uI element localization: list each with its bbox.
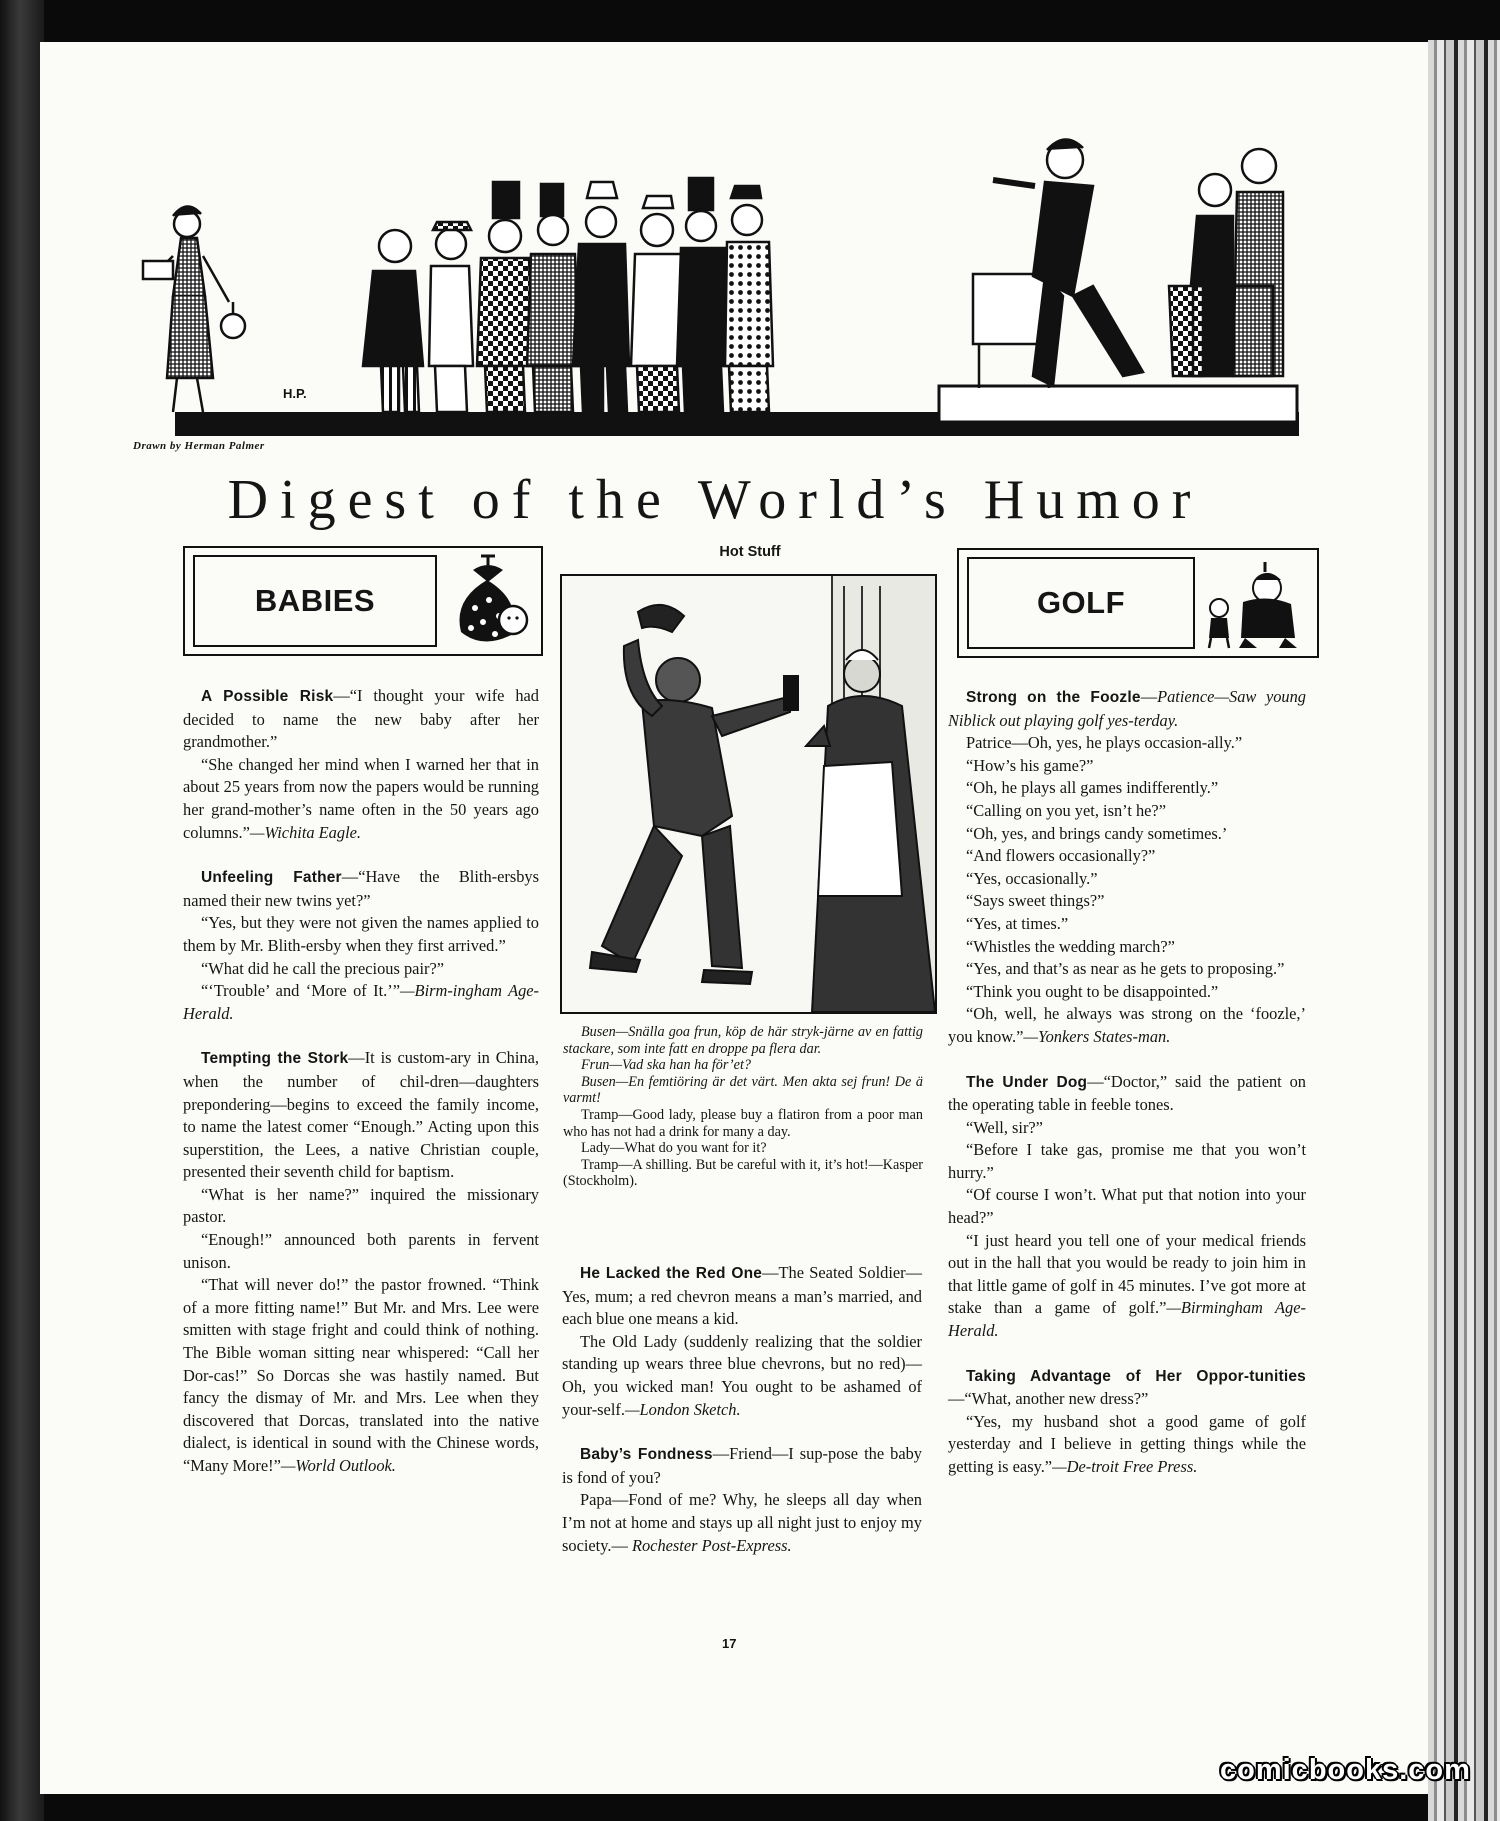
page-title: Digest of the World’s Humor bbox=[227, 469, 1203, 531]
illustration-signature: Fr. Lindt bbox=[862, 996, 894, 1006]
article-strong-on-the-foozle: Strong on the Foozle—Patience—Saw young Niblick out playing golf yes-terday. bbox=[948, 687, 1307, 730]
scan-edge-left bbox=[0, 0, 44, 1821]
middle-column: He Lacked the Red One—The Seated Soldier—Yes, mum; a red chevron means a man’s married, and each blue one means a kid. The Old Lady (suddenly realizing that the soldier standing up wears three blue chevrons, but no red)—Oh, you wicked man! You ought to be ashamed of your-self.—London Sketch. Baby’s Fondness—Friend—I sup-pose the baby is fond of you? Papa—Fond of me? Why, he sleeps all day when I’m not at home and stays up all night just to enjoy my society.— Rochester Post-Express. bbox=[562, 1263, 922, 1555]
article-babys-fondness: Baby’s Fondness—Friend—I sup-pose the baby is fond of you? bbox=[562, 1444, 922, 1487]
article-source: —Birm-ingham Age-Herald. bbox=[183, 981, 540, 1023]
hot-stuff-illustration bbox=[560, 574, 937, 1014]
article-he-lacked-the-red-one: He Lacked the Red One—The Seated Soldier—Yes, mum; a red chevron means a man’s married, and each blue one means a kid. bbox=[562, 1263, 922, 1329]
golf-header-box bbox=[957, 548, 1319, 658]
article-source: —Yonkers States-man. bbox=[1023, 1026, 1171, 1046]
article-source: Rochester Post-Express. bbox=[631, 1535, 792, 1555]
site-watermark: comicbooks.com bbox=[1220, 1754, 1471, 1786]
illustration-credit: Drawn by Herman Palmer bbox=[133, 440, 265, 452]
babies-column: A Possible Risk—“I thought your wife had decided to name the new baby after her grandmother.” “She changed her mind when I warned her that in about 25 years from now the papers would be running her grand-mother’s name often in the 50 years ago columns.”—Wichita Eagle. Unfeeling Father—“Have the Blith-ersbys named their new twins yet?” “Yes, but they were not given the names applied to them by Mr. Blith-ersby when they first arrived.” “What did he call the precious pair?” “‘Trouble’ and ‘More of It.’”—Birm-ingham Age-Herald. Tempting the Stork—It is custom-ary in China, when the number of chil-dren—daughters prepondering—begins to exceed the family income, to name the latest comer “Enough.” Acting upon this superstition, the Lees, a native Christian couple, presented their seventh child for baptism. “What is her name?” inquired the missionary pastor. “Enough!” announced both parents in fervent unison. “That will never do!” the pastor frowned. “Think of a more fitting name!” But Mr. and Mrs. Lee were smitten with stage fright and could think of nothing. The Bible woman sitting near whispered: “Call her Dor-cas!” So Dorcas she was hastily named. But fancy the dismay of Mr. and Mrs. Lee when they discovered that Dorcas, translated into the native dialect, is identical in sound with the Chinese words, “Many More!”—World Outlook. bbox=[183, 686, 540, 1475]
golf-header: GOLF bbox=[967, 557, 1195, 649]
page-number: 17 bbox=[722, 1636, 737, 1651]
golf-column: Strong on the Foozle—Patience—Saw young Niblick out playing golf yes-terday. Patrice—Oh, yes, he plays occasion-ally.” “How’s his game?” “Oh, he plays all games indifferently.” “Calling on you yet, isn’t he?” “Oh, yes, and brings candy sometimes.’ “And flowers occasionally?” “Yes, occasionally.” “Says sweet things?” “Yes, at times.” “Whistles the wedding march?” “Yes, and that’s as near as he gets to proposing.” “Think you ought to be disappointed.” “Oh, well, he always was strong on the ‘foozle,’ you know.”—Yonkers States-man. The Under Dog—“Doctor,” said the patient on the operating table in feeble tones. “Well, sir?” “Before I take gas, promise me that you won’t hurry.” “Of course I won’t. What put that notion into your head?” “I just heard you tell one of your medical friends out in the hall that you would be ready to join him in that little game of golf in 45 minutes. I’ve got more at stake than a game of golf.”—Birmingham Age-Herald. Taking Advantage of Her Oppor-tunities—“What, another new dress?” “Yes, my husband shot a good game of golf yesterday and I believe in getting things while the getting is easy.”—De-troit Free Press. bbox=[948, 687, 1307, 1476]
article-the-under-dog: The Under Dog—“Doctor,” said the patient on the operating table in feeble tones. bbox=[948, 1071, 1306, 1115]
article-source: —Birmingham Age-Herald. bbox=[948, 1298, 1306, 1341]
article-tempting-the-stork: Tempting the Stork—It is custom-ary in China, when the number of chil-dren—daughters prepondering—begins to exceed the family income, to name the latest comer “Enough.” Acting upon this superstition, the Lees, a native Christian couple, presented their seventh child for baptism. bbox=[183, 1048, 539, 1182]
baby-bundle-icon bbox=[443, 550, 533, 650]
scan-page-edges bbox=[1428, 40, 1500, 1821]
banner-signature: H.P. bbox=[283, 386, 307, 401]
article-source: —Wichita Eagle. bbox=[249, 822, 361, 842]
babies-header-box bbox=[183, 546, 543, 656]
hot-stuff-caption: Busen—Snälla goa frun, köp de här stryk-järne av en fattig stackare, som inte fatt en droppe pa flera dar. Frun—Vad ska han ha för’et? Busen—En femtiöring är det värt. Men akta sej frun! De ä varmt! Tramp—Good lady, please buy a flatiron from a poor man who has not had a drink for many a day. Lady—What do you want for it? Tramp—A shilling. But be careful with it, it’s hot!—Kasper (Stockholm). bbox=[563, 1024, 923, 1190]
banner-cartoon bbox=[133, 126, 1299, 446]
golfer-icon bbox=[1199, 552, 1309, 652]
article-source: —London Sketch. bbox=[624, 1399, 741, 1419]
article-source: —World Outlook. bbox=[280, 1456, 396, 1475]
article-taking-advantage: Taking Advantage of Her Oppor-tunities—“What, another new dress?” bbox=[948, 1367, 1306, 1409]
article-unfeeling-father: Unfeeling Father—“Have the Blith-ersbys named their new twins yet?” bbox=[183, 867, 539, 910]
hot-stuff-title: Hot Stuff bbox=[719, 544, 781, 560]
article-source: —De-troit Free Press. bbox=[1052, 1457, 1198, 1476]
article-a-possible-risk: A Possible Risk—“I thought your wife had decided to name the new baby after her grandmother.” bbox=[183, 686, 539, 752]
babies-header: BABIES bbox=[193, 555, 437, 647]
